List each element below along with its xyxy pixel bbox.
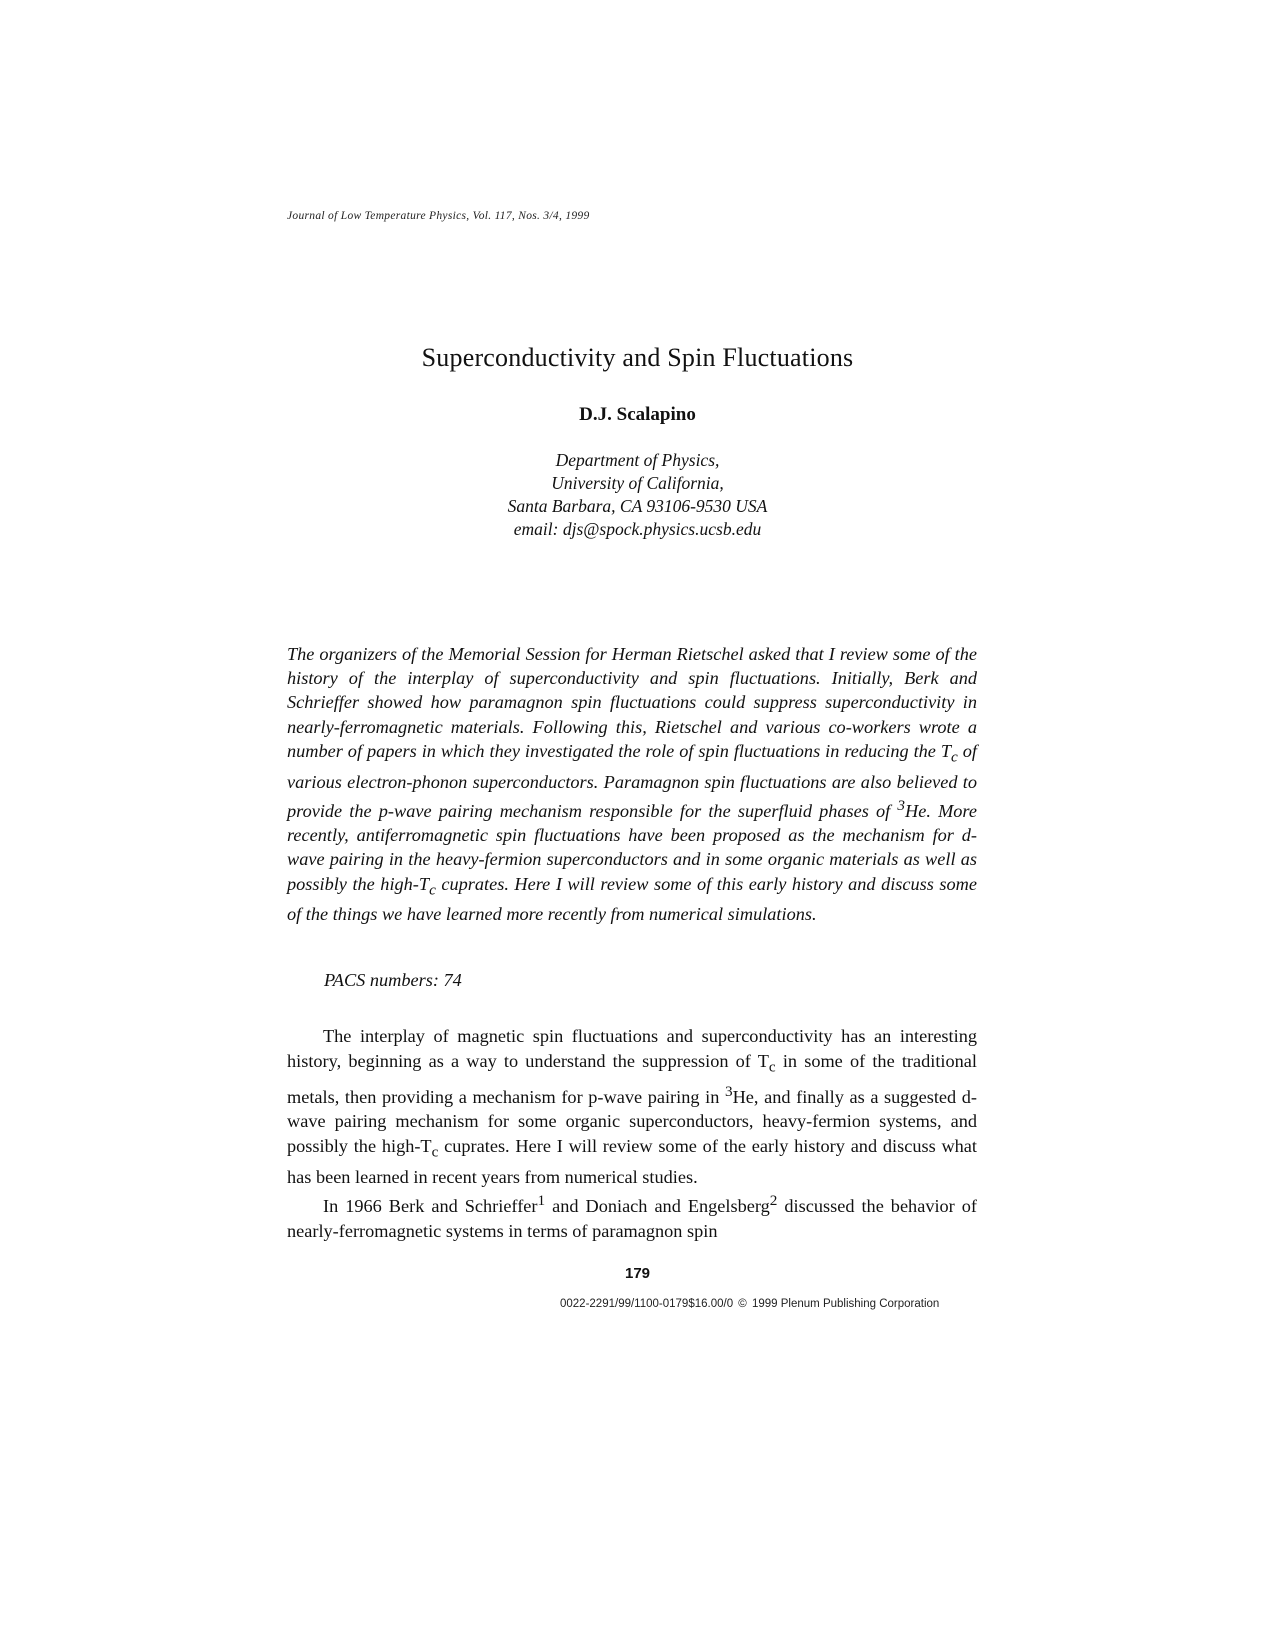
superscript: 3 xyxy=(724,1082,733,1100)
subscript: c xyxy=(429,881,436,899)
paragraph-text: and Doniach and Engelsberg xyxy=(545,1196,770,1217)
paragraph-text: He, and finally as a suggested d-wave pairing mechanism for some organic superconductors, heavy-fermion systems, and possibly the high-T xyxy=(287,1086,978,1156)
abstract-text: cuprates. Here I will review some of this early history and discuss some of the things we have learned more recently from numerical simulations. xyxy=(287,873,977,925)
paragraph-text: The interplay of magnetic spin fluctuations and superconductivity has an interesting history, beginning as a way to understand the suppression of T xyxy=(287,1026,977,1071)
subscript: c xyxy=(768,1058,776,1076)
footnote-ref: 2 xyxy=(769,1192,778,1210)
affiliation-address: Santa Barbara, CA 93106-9530 USA xyxy=(507,496,768,516)
subscript: c xyxy=(951,748,958,766)
article-code: 0022-2291/99/1100-0179$16.00/0 xyxy=(560,1298,734,1310)
paragraph xyxy=(287,1189,977,1243)
affiliation-email: email: djs@spock.physics.ucsb.edu xyxy=(513,519,762,539)
copyright-icon: © xyxy=(738,1298,747,1310)
affiliation-university: University of California, xyxy=(551,473,724,493)
paragraph xyxy=(287,1024,977,1189)
superscript: 3 xyxy=(897,796,906,814)
abstract xyxy=(287,642,977,927)
affiliation xyxy=(0,449,1275,541)
paper-title: Superconductivity and Spin Fluctuations xyxy=(421,343,854,372)
subscript: c xyxy=(431,1143,439,1161)
affiliation-department: Department of Physics, xyxy=(555,450,720,470)
journal-citation: Journal of Low Temperature Physics, Vol. 117, Nos. 3/4, 1999 xyxy=(287,210,590,222)
paragraph-text: In 1966 Berk and Schrieffer xyxy=(323,1196,538,1217)
body-text xyxy=(287,1024,977,1244)
abstract-text: He. More recently, antiferromagnetic spin fluctuations have been proposed as the mechanism for d-wave pairing in the heavy-fermion superconductors and in some organic materials as well as possibly the high-T xyxy=(287,800,977,894)
paragraph-text: in some of the traditional metals, then providing a mechanism for p-wave pairing in xyxy=(287,1050,977,1107)
pacs-numbers: PACS numbers: 74 xyxy=(324,970,462,990)
abstract-text: The organizers of the Memorial Session for Herman Rietschel asked that I review some of the history of the interplay of superconductivity and spin fluctuations. Initially, Berk and Schrieffer showed how paramagnon spin fluctuations could suppress superconductivity in nearly-ferromagnetic materials. Following this, Rietschel and various co-workers wrote a number of papers in which they investigated the role of spin fluctuations in reducing the T xyxy=(287,644,977,761)
paragraph-text: cuprates. Here I will review some of the early history and discuss what has been learned in recent years from numerical studies. xyxy=(287,1135,978,1187)
author-name: D.J. Scalapino xyxy=(579,404,696,425)
paragraph-text: discussed the behavior of nearly-ferromagnetic systems in terms of paramagnon spin xyxy=(287,1196,977,1241)
abstract-text: of various electron-phonon superconductors. Paramagnon spin fluctuations are also believed to provide the p-wave pairing mechanism responsible for the superfluid phases of xyxy=(287,740,977,821)
footnote-ref: 1 xyxy=(537,1192,546,1210)
page-number: 179 xyxy=(624,1265,651,1282)
publisher: 1999 Plenum Publishing Corporation xyxy=(751,1298,940,1310)
copyright-line xyxy=(560,1298,939,1310)
